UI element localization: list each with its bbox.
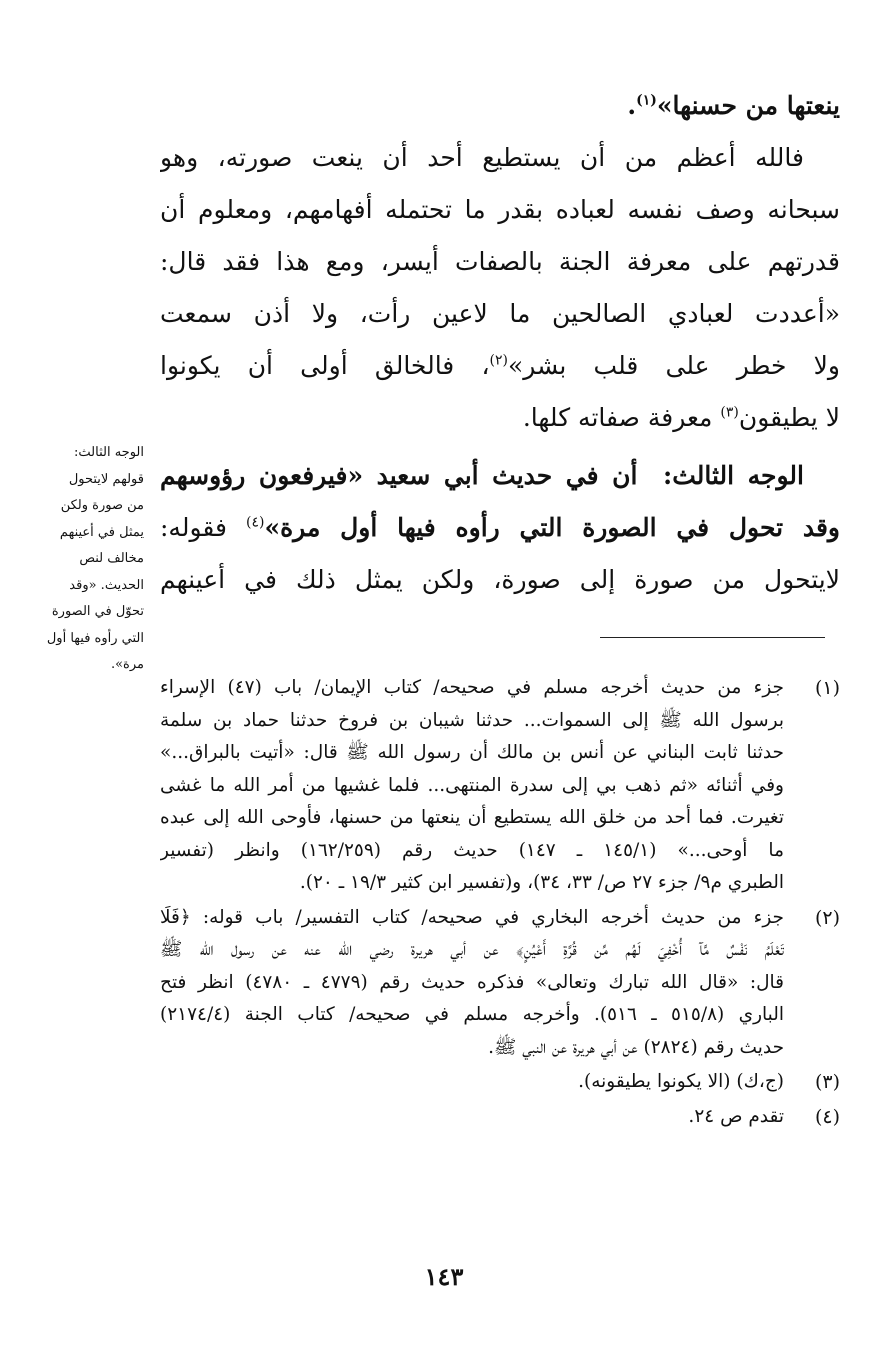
footnote-line: (ج،ك) (الا يكونوا يطيقونه). (578, 1071, 784, 1092)
footnote-ref: (١) (636, 92, 657, 109)
footnote-2 (160, 902, 840, 1065)
text-line-2: فالله أعظم من أن يستطيع أحد أن ينعت صورته، وهو (160, 143, 804, 172)
footnote-line: جزء من حديث أخرجه البخاري في صحيحه/ كتاب التفسير/ باب قوله: ﴿فَلَا (160, 906, 784, 928)
text-span: أن في حديث أبي سعيد «فيرفعون رؤوسهم (160, 461, 651, 490)
footnote-ref: (٣) (720, 404, 739, 421)
text-span: ينعتها من حسنها» (656, 91, 840, 120)
footnote-line: تقدم ص ٢٤. (688, 1105, 784, 1127)
margin-note-line: الوجه الثالث: (74, 445, 144, 460)
page-number: ١٤٣ (424, 1262, 464, 1291)
footnotes (160, 672, 840, 1135)
text-line-8 (160, 450, 840, 502)
main-text (160, 80, 840, 606)
text-line-10: لايتحول من صورة إلى صورة، ولكن يمثل ذلك في أعينهم (160, 565, 840, 594)
text-line-3: سبحانه وصف نفسه لعباده بقدر ما تحتمله أفهامهم، ومعلوم أن (160, 195, 840, 224)
margin-note (48, 440, 144, 679)
footnote-line: الباري (٥١٥/٨ ـ ٥١٦). وأخرجه مسلم في صحيحه/ كتاب الجنة (٢١٧٤/٤) (160, 1004, 784, 1025)
footnote-line: حدثنا ثابت البناني عن أنس بن مالك أن رسول الله ﷺ قال: «أتيت بالبراق...» (160, 742, 784, 763)
footnote-line: ما أوحى...» (١٤٥/١ ـ ١٤٧) حديث رقم (١٦٢/٢٥٩) وانظر (تفسير (160, 839, 784, 861)
text-span: ولا خطر على قلب بشر» (507, 351, 840, 380)
footnote-line: حديث رقم (٢٨٢٤) عن أبي هريرة عن النبي ﷺ. (488, 1036, 784, 1058)
footnote-number: (٤) (814, 1105, 840, 1128)
footnote-line: الطبري م٩/ جزء ٢٧ ص/ ٣٣، ٣٤)، و(تفسير ابن كثير ١٩/٣ ـ ٢٠). (299, 872, 784, 893)
footnote-number: (٢) (814, 906, 840, 929)
footnote-ref: (٤) (245, 514, 265, 531)
text-line-9 (160, 502, 840, 554)
text-line-6 (160, 340, 840, 392)
text-line-4: قدرتهم على معرفة الجنة بالصفات أيسر، ومع هذا فقد قال: (160, 247, 840, 276)
footnote-line: برسول الله ﷺ إلى السموات... حدثنا شيبان بن فروخ حدثنا حماد بن سلمة (160, 709, 784, 731)
footnote-line: وفي أثنائه «ثم ذهب بي إلى سدرة المنتهى... فلما غشيها من أمر الله ما غشى (160, 774, 784, 796)
footnote-line: تَعْلَمُ نَفْسٌ مَّآ أُخْفِيَ لَهُم مِّن قُرَّةِ أَعْيُنٍ﴾ عن أبي هريرة رضي الله عنه عن رسول الله ﷺ (160, 939, 784, 960)
margin-note-line: مرة». (110, 657, 144, 672)
text-span: فقوله: (160, 513, 246, 542)
margin-note-line: يمثل في أعينهم (59, 524, 144, 540)
text-span: . (627, 91, 637, 120)
footnote-3 (160, 1066, 840, 1099)
text-span: ، فالخالق أولى أن يكونوا (160, 351, 490, 380)
footnote-1 (160, 672, 840, 900)
footnote-line: تغيرت. فما أحد من خلق الله يستطيع أن ينعتها من حسنها، فأوحى الله إلى عبده (160, 807, 784, 828)
margin-note-line: التي رأوه فيها أول (46, 630, 144, 646)
margin-note-line: من صورة ولكن (60, 498, 144, 513)
footnote-ref: (٢) (489, 352, 508, 369)
margin-note-line: قولهم لايتحول (68, 471, 144, 487)
footnote-separator (600, 637, 825, 638)
margin-note-line: الحديث. «وقد (69, 577, 144, 593)
text-line-1 (160, 80, 840, 132)
margin-note-line: مخالف لنص (79, 551, 144, 566)
margin-note-line: تحوّل في الصورة (51, 604, 144, 619)
text-span: معرفة صفاته كلها. (522, 403, 721, 432)
section-label: الوجه الثالث: (662, 461, 804, 490)
text-line-7 (160, 392, 840, 444)
footnote-number: (٣) (814, 1071, 840, 1093)
text-span: لا يطيقون (738, 403, 840, 432)
footnote-number: (١) (814, 677, 840, 699)
footnote-line: قال: «قال الله تبارك وتعالى» فذكره حديث رقم (٤٧٧٩ ـ ٤٧٨٠) انظر فتح (160, 971, 784, 993)
footnote-4 (160, 1101, 840, 1134)
text-span: وقد تحول في الصورة التي رأوه فيها أول مرة» (264, 513, 840, 542)
text-line-5: «أعددت لعبادي الصالحين ما لاعين رأت، ولا أذن سمعت (160, 299, 840, 328)
footnote-line: جزء من حديث أخرجه مسلم في صحيحه/ كتاب الإيمان/ باب (٤٧) الإسراء (160, 677, 784, 698)
